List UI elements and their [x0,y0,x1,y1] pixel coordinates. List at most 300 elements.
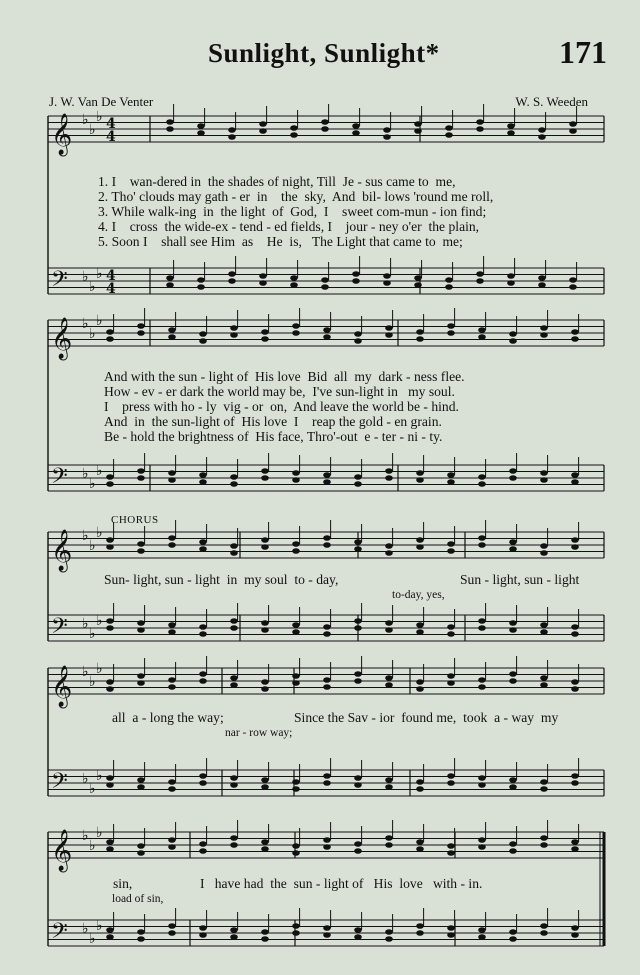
note-head [571,537,579,543]
note-head [106,775,114,781]
note-head [478,677,486,683]
note-head [261,537,269,543]
note-head [106,846,114,852]
note-head [540,622,548,628]
note-head [168,844,176,850]
note-head [292,477,300,483]
note-head [137,936,145,942]
note-head [292,680,300,686]
note-head [447,932,455,938]
note-head [540,842,548,848]
note-head [385,929,393,935]
note-head [230,481,238,487]
note-head [230,325,238,331]
note-head [199,539,207,545]
note-head [385,620,393,626]
chorus-echo-2: nar - row way; [225,727,293,739]
note-head [137,850,145,856]
note-head [447,541,455,547]
note-head [569,121,577,127]
note-head [261,627,269,633]
note-head [230,835,238,841]
note-head [137,673,145,679]
note-head [571,773,579,779]
note-head [571,932,579,938]
note-head [230,927,238,933]
flat-sign: ♭ [89,626,96,642]
note-head [354,775,362,781]
flat-sign: ♭ [89,326,96,342]
chorus-line-3a: sin, [113,876,133,891]
note-head [385,842,393,848]
note-head [509,539,517,545]
note-head [447,773,455,779]
lyricist: J. W. Van De Venter [49,94,154,109]
note-head [228,271,236,277]
note-head [509,627,517,633]
note-head [383,127,391,133]
note-head [230,842,238,848]
note-head [199,338,207,344]
note-head [478,934,486,940]
note-head [509,671,517,677]
note-head [323,472,331,478]
note-head [323,773,331,779]
note-head [445,125,453,131]
note-head [354,618,362,624]
note-head [540,675,548,681]
note-head [571,544,579,550]
note-head [321,277,329,283]
note-head [106,679,114,685]
note-head [137,323,145,329]
note-head [323,479,331,485]
flat-sign: ♭ [89,838,96,854]
note-head [416,336,424,342]
note-head [168,327,176,333]
note-head [571,329,579,335]
note-head [540,325,548,331]
note-head [199,848,207,854]
note-head [230,625,238,631]
note-head [106,686,114,692]
treble-clef: 𝄞 [51,318,73,359]
note-head [261,336,269,342]
note-head [323,844,331,850]
note-head [106,336,114,342]
note-head [509,331,517,337]
note-head [509,678,517,684]
note-head [323,837,331,843]
note-head [292,330,300,336]
note-head [447,850,455,856]
note-head [290,275,298,281]
bass-clef: 𝄢 [51,267,68,297]
note-head [292,470,300,476]
note-head [106,329,114,335]
note-head [168,837,176,843]
flat-sign: ♭ [96,768,103,784]
note-head [137,777,145,783]
note-head [507,130,515,136]
note-head [323,684,331,690]
note-head [321,126,329,132]
treble-clef: 𝄞 [51,530,73,571]
note-head [416,686,424,692]
note-head [507,273,515,279]
bass-clef: 𝄢 [51,464,68,494]
note-head [230,682,238,688]
note-head [292,779,300,785]
note-head [478,334,486,340]
note-head [199,331,207,337]
note-head [540,550,548,556]
note-head [290,282,298,288]
bass-clef: 𝄢 [51,614,68,644]
chorus-label: CHORUS [111,514,159,526]
note-head [540,332,548,338]
note-head [168,786,176,792]
note-head [447,624,455,630]
flat-sign: ♭ [82,112,89,128]
note-head [168,535,176,541]
flat-sign: ♭ [89,931,96,947]
note-head [259,280,267,286]
note-head [197,130,205,136]
note-head [261,686,269,692]
note-head [571,336,579,342]
note-head [323,327,331,333]
flat-sign: ♭ [82,466,89,482]
note-head [354,848,362,854]
note-head [261,468,269,474]
note-head [168,677,176,683]
note-head [416,544,424,550]
chorus-line-1b: Sun - light, sun - light [460,572,580,587]
note-head [352,130,360,136]
note-head [137,548,145,554]
note-head [447,843,455,849]
note-head [168,470,176,476]
note-head [509,784,517,790]
note-head [416,470,424,476]
flat-sign: ♭ [82,828,89,844]
note-head [571,846,579,852]
note-head [509,841,517,847]
note-head [478,782,486,788]
flat-sign: ♭ [82,528,89,544]
note-head [354,841,362,847]
note-head [447,548,455,554]
note-head [197,284,205,290]
note-head [447,330,455,336]
note-head [416,329,424,335]
note-head [445,284,453,290]
note-head [199,841,207,847]
note-head [290,132,298,138]
flat-sign: ♭ [89,674,96,690]
note-head [538,134,546,140]
verse-3-line: 3. While walk-ing in the light of God, I sweet com-mun - ion find; [98,204,487,219]
chorus-line-1: Sun- light, sun - light in my soul to - day, [104,572,339,587]
note-head [447,925,455,931]
flat-sign: ♭ [96,661,103,677]
note-head [385,627,393,633]
flat-sign: ♭ [89,279,96,295]
note-head [259,121,267,127]
note-head [571,839,579,845]
flat-sign: ♭ [96,918,103,934]
note-head [261,679,269,685]
verse-2-line: 2. Tho' clouds may gath - er in the sky, And bil- lows 'round me roll, [98,189,494,204]
verse-5-line-b: Be - hold the brightness of His face, Thro'-out e - ter - ni - ty. [104,429,443,444]
note-head [383,280,391,286]
note-head [292,923,300,929]
note-head [106,544,114,550]
note-head [538,127,546,133]
note-head [168,930,176,936]
note-head [478,618,486,624]
note-head [352,271,360,277]
note-head [168,923,176,929]
note-head [540,543,548,549]
note-head [168,334,176,340]
note-head [416,622,424,628]
note-head [292,622,300,628]
hymn-title: Sunlight, Sunlight* [208,38,440,68]
note-head [230,782,238,788]
note-head [292,323,300,329]
note-head [569,128,577,134]
note-head [106,782,114,788]
note-head [199,479,207,485]
treble-clef: 𝄞 [51,830,73,871]
note-head [540,835,548,841]
note-head [385,543,393,549]
note-head [538,275,546,281]
note-head [385,332,393,338]
note-head [509,620,517,626]
note-head [354,338,362,344]
note-head [476,278,484,284]
note-head [323,925,331,931]
note-head [292,548,300,554]
note-head [509,468,517,474]
note-head [230,474,238,480]
note-head [228,278,236,284]
note-head [416,779,424,785]
flat-sign: ♭ [96,825,103,841]
note-head [106,618,114,624]
note-head [385,835,393,841]
note-head [106,839,114,845]
note-head [168,542,176,548]
note-head [354,625,362,631]
note-head [571,925,579,931]
note-head [385,325,393,331]
note-head [199,932,207,938]
note-head [478,927,486,933]
note-head [228,134,236,140]
verse-3-line-b: I press with ho - ly vig - or on, And leave the world be - hind. [104,399,459,414]
note-head [261,475,269,481]
note-head [476,271,484,277]
note-head [323,631,331,637]
flat-sign: ♭ [82,616,89,632]
note-head [571,780,579,786]
note-head [230,675,238,681]
note-head [354,678,362,684]
note-head [199,780,207,786]
note-head [571,679,579,685]
note-head [197,277,205,283]
flat-sign: ♭ [96,313,103,329]
composer: W. S. Weeden [515,94,588,109]
note-head [199,624,207,630]
note-head [540,629,548,635]
flat-sign: ♭ [89,781,96,797]
note-head [230,550,238,556]
note-head [354,539,362,545]
note-head [106,625,114,631]
note-head [261,846,269,852]
note-head [571,631,579,637]
note-head [569,284,577,290]
flat-sign: ♭ [96,266,103,282]
note-head [321,284,329,290]
flat-sign: ♭ [89,122,96,138]
note-head [478,625,486,631]
note-head [385,468,393,474]
note-head [323,677,331,683]
note-head [352,278,360,284]
note-head [354,481,362,487]
time-signature: 4 [106,116,116,132]
note-head [509,777,517,783]
flat-sign: ♭ [89,476,96,492]
note-head [416,537,424,543]
note-head [137,330,145,336]
note-head [540,923,548,929]
note-head [571,472,579,478]
note-head [137,468,145,474]
note-head [478,474,486,480]
note-head [354,671,362,677]
verse-4-line: 4. I cross the wide-ex - tend - ed fields, I jour - ney o'er the plain, [98,219,480,234]
note-head [385,784,393,790]
verse-1-line: 1. I wan-dered in the shades of night, Till Je - sus came to me, [98,174,456,189]
note-head [447,680,455,686]
note-head [166,275,174,281]
note-head [383,134,391,140]
note-head [478,684,486,690]
note-head [509,929,517,935]
note-head [137,680,145,686]
note-head [416,679,424,685]
note-head [137,929,145,935]
note-head [447,673,455,679]
note-head [571,686,579,692]
note-head [354,782,362,788]
note-head [199,472,207,478]
note-head [230,543,238,549]
chorus-echo-3: load of sin, [112,893,164,905]
note-head [538,282,546,288]
note-head [261,784,269,790]
note-head [476,119,484,125]
hymn-number: 171 [559,34,607,70]
note-head [507,123,515,129]
note-head [230,332,238,338]
chorus-line-3b: I have had the sun - light of His love with - in. [200,876,483,891]
note-head [137,620,145,626]
note-head [569,277,577,283]
note-head [540,930,548,936]
note-head [385,675,393,681]
flat-sign: ♭ [89,538,96,554]
note-head [106,934,114,940]
treble-clef: 𝄞 [51,114,73,155]
flat-sign: ♭ [82,269,89,285]
note-head [447,479,455,485]
note-head [230,775,238,781]
note-head [385,475,393,481]
note-head [168,622,176,628]
note-head [416,930,424,936]
flat-sign: ♭ [96,613,103,629]
note-head [230,934,238,940]
note-head [385,550,393,556]
note-head [261,839,269,845]
note-head [352,123,360,129]
note-head [261,777,269,783]
note-head [414,121,422,127]
note-head [323,542,331,548]
note-head [230,618,238,624]
note-head [106,481,114,487]
note-head [137,541,145,547]
note-head [323,624,331,630]
note-head [168,477,176,483]
note-head [292,850,300,856]
note-head [414,275,422,281]
note-head [106,927,114,933]
note-head [478,481,486,487]
verse-5-line: 5. Soon I shall see Him as He is, The Light that came to me; [98,234,463,249]
time-signature: 4 [106,268,116,284]
time-signature: 4 [106,281,116,297]
note-head [478,327,486,333]
note-head [540,470,548,476]
note-head [416,786,424,792]
note-head [354,546,362,552]
note-head [540,477,548,483]
note-head [323,535,331,541]
note-head [540,682,548,688]
note-head [292,786,300,792]
note-head [168,684,176,690]
note-head [385,777,393,783]
note-head [261,620,269,626]
note-head [292,843,300,849]
note-head [199,678,207,684]
flat-sign: ♭ [82,771,89,787]
note-head [478,844,486,850]
note-head [447,323,455,329]
note-head [261,329,269,335]
note-head [292,673,300,679]
bass-clef: 𝄢 [51,769,68,799]
